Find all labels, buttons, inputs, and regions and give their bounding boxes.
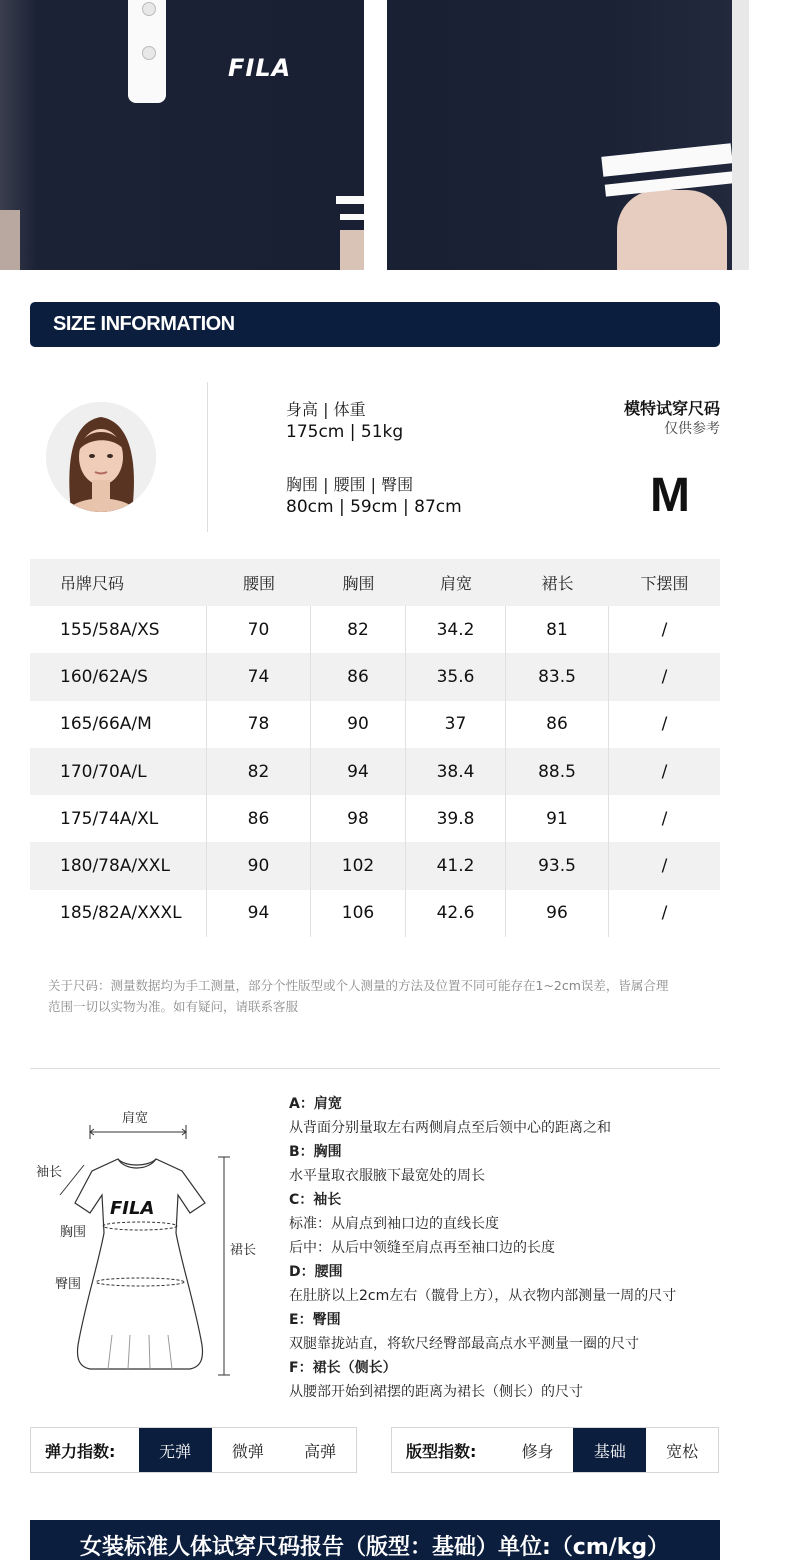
size-note-line: 范围一切以实物为准。如有疑问，请联系客服 [48, 999, 299, 1014]
button-icon [142, 2, 156, 16]
cell-chest: 102 [311, 842, 406, 889]
header-hem: 下摆围 [640, 574, 689, 593]
elasticity-option-none: 无弹 [139, 1428, 212, 1472]
cell-size: 170/70A/L [30, 748, 207, 795]
guide-line: 水平量取衣服腋下最宽处的周长 [289, 1168, 485, 1184]
size-note-line: 关于尺码：测量数据均为手工测量，部分个性版型或个人测量的方法及位置不同可能存在1~2cm误差，皆属合理 [48, 978, 669, 993]
header-length: 裙长 [541, 574, 574, 593]
label-sleeve: 袖长 [36, 1165, 63, 1180]
header-chest: 胸围 [342, 574, 375, 593]
guide-heading: C：袖长 [289, 1192, 342, 1208]
cell-hem: / [661, 619, 668, 640]
model-avatar [46, 402, 156, 512]
guide-line: 双腿靠拢站直，将软尺经臀部最高点水平测量一圈的尺寸 [289, 1336, 639, 1352]
cell-waist: 82 [207, 748, 311, 795]
guide-line: 从背面分别量取左右两侧肩点至后领中心的距离之和 [289, 1120, 611, 1136]
model-fit-size: M [650, 469, 690, 522]
height-weight-label: 身高 | 体重 [286, 400, 366, 419]
button-icon [142, 46, 156, 60]
elasticity-index [30, 1427, 357, 1473]
measurements-label: 胸围 | 腰围 | 臀围 [286, 475, 414, 494]
fit-label: 版型指数: [406, 1441, 477, 1461]
model-fit-subtitle: 仅供参考 [664, 421, 720, 437]
cell-hem: / [661, 666, 668, 687]
table-row [30, 701, 720, 748]
label-length: 裙长 [230, 1243, 257, 1258]
guide-heading: E：臀围 [289, 1312, 341, 1328]
table-row [30, 842, 720, 889]
cell-shoulder: 39.8 [406, 795, 506, 842]
cell-waist: 86 [207, 795, 311, 842]
label-hip: 臀围 [55, 1277, 82, 1292]
cell-hem: / [661, 761, 668, 782]
elasticity-option-slight: 微弹 [231, 1441, 264, 1461]
product-photo-front [0, 0, 364, 270]
table-row [30, 890, 720, 937]
cell-hem: / [661, 903, 668, 924]
cell-shoulder: 41.2 [406, 842, 506, 889]
elasticity-label: 弹力指数: [45, 1441, 116, 1461]
cell-size: 165/66A/M [30, 701, 207, 748]
cell-shoulder: 38.4 [406, 748, 506, 795]
cell-chest: 86 [311, 653, 406, 700]
cell-size: 175/74A/XL [30, 795, 207, 842]
cell-waist: 90 [207, 842, 311, 889]
diagram-logo: FILA [110, 1198, 155, 1219]
cell-hem: / [661, 856, 668, 877]
cell-size: 155/58A/XS [30, 606, 207, 653]
fit-option-regular: 基础 [573, 1428, 646, 1472]
elasticity-option-high: 高弹 [304, 1441, 337, 1461]
guide-line: 从腰部开始到裙摆的距离为裙长（侧长）的尺寸 [289, 1384, 583, 1400]
cell-chest: 98 [311, 795, 406, 842]
report-title-bar [30, 1520, 720, 1560]
header-shoulder: 肩宽 [439, 574, 472, 593]
cell-hem: / [661, 714, 668, 735]
guide-line: 标准：从肩点到袖口边的直线长度 [289, 1216, 499, 1232]
cell-hem: / [661, 808, 668, 829]
cell-length: 86 [506, 701, 609, 748]
table-row [30, 795, 720, 842]
cell-length: 81 [506, 606, 609, 653]
cell-shoulder: 34.2 [406, 606, 506, 653]
fit-index [391, 1427, 719, 1473]
table-row [30, 606, 720, 653]
cell-size: 160/62A/S [30, 653, 207, 700]
measurement-guide [289, 1092, 759, 1404]
cell-waist: 74 [207, 653, 311, 700]
cell-chest: 106 [311, 890, 406, 937]
guide-line: 后中：从后中领缝至肩点再至袖口边的长度 [289, 1240, 555, 1256]
table-row [30, 748, 720, 795]
cell-length: 96 [506, 890, 609, 937]
cell-waist: 94 [207, 890, 311, 937]
fit-option-loose: 宽松 [666, 1441, 699, 1461]
cell-chest: 82 [311, 606, 406, 653]
measurements-value: 80cm | 59cm | 87cm [286, 497, 462, 517]
product-photo-side [387, 0, 749, 270]
divider [30, 1068, 720, 1069]
table-row [30, 653, 720, 700]
size-information-header [30, 302, 720, 347]
guide-heading: A：肩宽 [289, 1096, 342, 1112]
cell-shoulder: 37 [406, 701, 506, 748]
divider [207, 382, 208, 532]
cell-size: 180/78A/XXL [30, 842, 207, 889]
model-fit-title: 模特试穿尺码 [623, 399, 720, 418]
size-table [30, 559, 720, 937]
cell-shoulder: 35.6 [406, 653, 506, 700]
cell-chest: 90 [311, 701, 406, 748]
report-title: 女装标准人体试穿尺码报告（版型：基础）单位:（cm/kg） [80, 1535, 670, 1560]
section-title: SIZE INFORMATION [53, 313, 235, 335]
header-waist: 腰围 [242, 574, 275, 593]
fit-option-slim: 修身 [521, 1441, 554, 1461]
cell-length: 83.5 [506, 653, 609, 700]
guide-heading: B：胸围 [289, 1144, 342, 1160]
table-header-row [30, 559, 720, 606]
label-chest: 胸围 [60, 1225, 87, 1240]
cell-length: 88.5 [506, 748, 609, 795]
brand-logo: FILA [228, 54, 292, 82]
label-shoulder: 肩宽 [122, 1111, 149, 1126]
size-note [48, 975, 728, 1017]
height-weight-value: 175cm | 51kg [286, 422, 404, 442]
cell-length: 93.5 [506, 842, 609, 889]
cell-length: 91 [506, 795, 609, 842]
cell-waist: 70 [207, 606, 311, 653]
guide-heading: D：腰围 [289, 1264, 343, 1280]
cell-shoulder: 42.6 [406, 890, 506, 937]
cell-size: 185/82A/XXXL [30, 890, 207, 937]
cell-chest: 94 [311, 748, 406, 795]
header-tag-size: 吊牌尺码 [60, 574, 125, 593]
guide-line: 在肚脐以上2cm左右（髋骨上方），从衣物内部测量一周的尺寸 [289, 1288, 677, 1304]
cell-waist: 78 [207, 701, 311, 748]
guide-heading: F：裙长（侧长） [289, 1360, 397, 1376]
